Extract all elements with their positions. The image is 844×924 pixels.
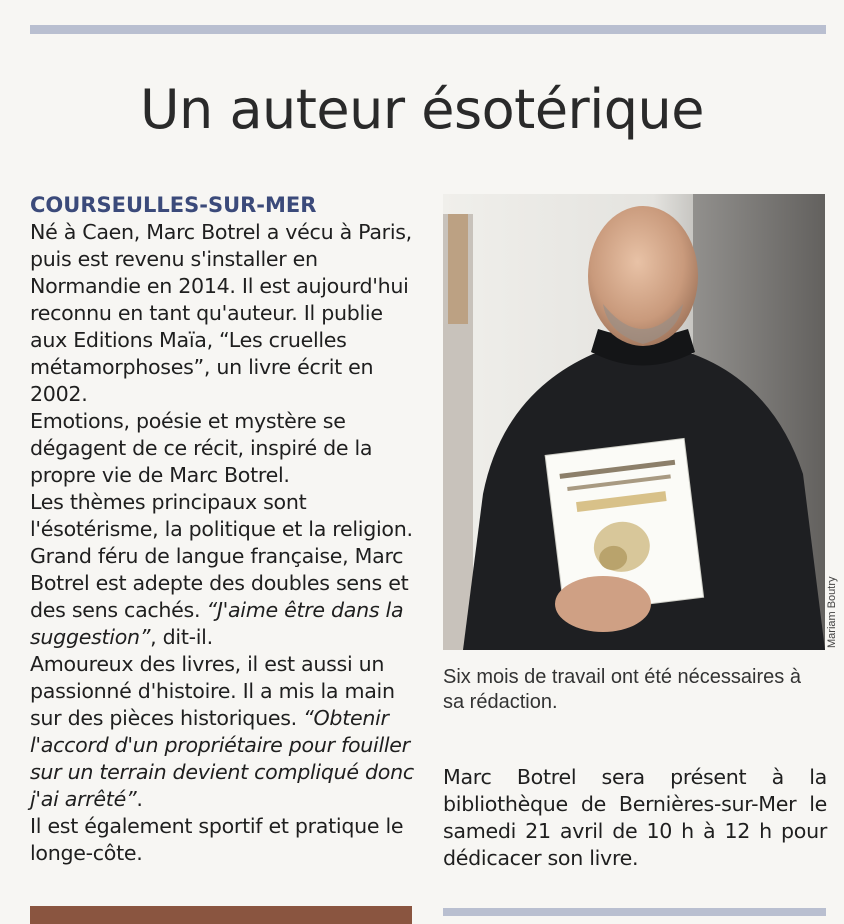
paragraph-intro: Né à Caen, Marc Botrel a vécu à Paris, puis est revenu s'installer en Normandie en 2014. Il est aujourd'hui reconnu en tant qu'auteur. Il publie aux Editions Maïa, “Les cruelles métamorphoses”, un livre écrit en 2002. xyxy=(30,220,412,406)
paragraph-language-text: Grand féru de langue française, Marc Botrel est adepte des doubles sens et des sens cachés. xyxy=(30,544,409,622)
top-divider-rule xyxy=(30,25,826,34)
paragraph-history-text: Amoureux des livres, il est aussi un passionné d'histoire. Il a mis la main sur des pièces historiques. xyxy=(30,652,395,730)
quote-excavation: “Obtenir l'accord d'un propriétaire pour fouiller sur un terrain devient compliqué donc j'ai arrêté” xyxy=(30,706,414,811)
event-announcement: Marc Botrel sera présent à la bibliothèque de Bernières-sur-Mer le samedi 21 avril de 10 h à 12 h pour dédicacer son livre. xyxy=(443,765,827,870)
article-body xyxy=(30,192,414,867)
paragraph-language xyxy=(30,543,414,651)
paragraph-history xyxy=(30,651,414,813)
photo-credit: Mariam Boutry xyxy=(826,576,838,648)
dateline: COURSEULLES-SUR-MER xyxy=(30,193,317,217)
paragraph-sport: Il est également sportif et pratique le longe-côte. xyxy=(30,814,404,865)
paragraph-language-end: , dit-il. xyxy=(150,625,213,649)
article-headline: Un auteur ésotérique xyxy=(140,78,704,141)
paragraph-history-end: . xyxy=(136,787,143,811)
photo-caption: Six mois de travail ont été nécessaires à sa rédaction. xyxy=(443,666,801,713)
paragraph-themes: Les thèmes principaux sont l'ésotérisme, la politique et la religion. xyxy=(30,490,413,541)
next-article-image-edge xyxy=(30,906,412,924)
quote-suggestion: “J'aime être dans la suggestion” xyxy=(30,598,404,649)
author-photo xyxy=(443,194,825,650)
bottom-divider-rule xyxy=(443,908,826,916)
paragraph-emotions: Emotions, poésie et mystère se dégagent de ce récit, inspiré de la propre vie de Marc Botrel. xyxy=(30,409,373,487)
